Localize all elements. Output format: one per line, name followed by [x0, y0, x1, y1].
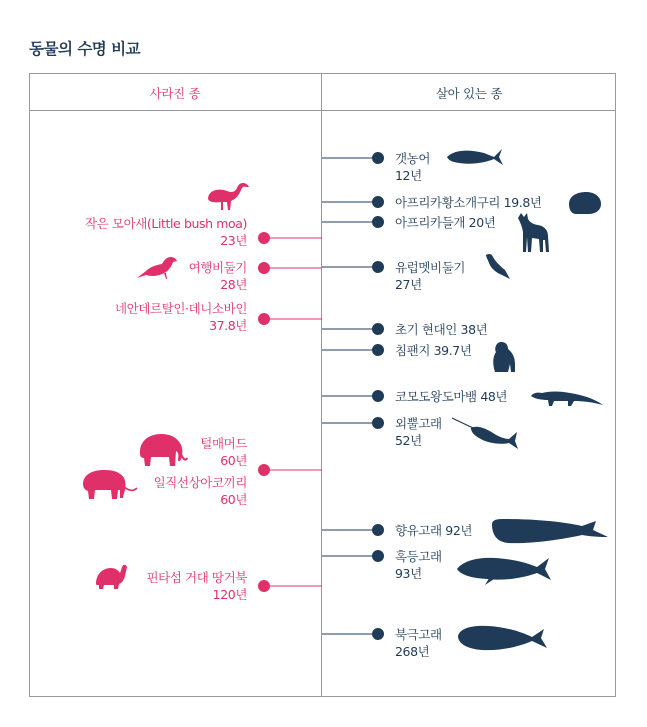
pigeon-icon [136, 254, 178, 280]
living-dot [373, 217, 384, 228]
species-name: 네안데르탈인·데니소바인 [115, 301, 247, 316]
humpback-whale-icon [455, 553, 552, 587]
species-name: 핀타섬 거대 땅거북 [146, 570, 247, 585]
extinct-column-header: 사라진 종 [149, 86, 201, 101]
living-dot [373, 391, 384, 402]
elephant-icon [80, 466, 138, 500]
species-lifespan: 60년 [220, 492, 247, 507]
living-dot [373, 551, 384, 562]
species-lifespan: 39.7년 [433, 343, 472, 358]
extinct-dot [259, 263, 270, 274]
species-lifespan: 19.8년 [503, 195, 542, 210]
species-name: 털매머드 [200, 436, 247, 451]
living-dot [373, 197, 384, 208]
species-lifespan: 38년 [460, 322, 488, 337]
species-name: 여행비둘기 [188, 260, 247, 275]
living-item-milkfish [395, 150, 430, 184]
moa-bird-icon [205, 182, 251, 212]
living-item-humpback [395, 548, 442, 582]
species-lifespan: 28년 [220, 277, 247, 292]
living-dot [373, 629, 384, 640]
living-item-narwhal [395, 415, 442, 449]
species-name: 작은 모아새(Little bush moa) [84, 216, 247, 231]
species-name: 혹등고래 [395, 549, 442, 564]
species-name: 유럽멧비둘기 [395, 260, 466, 275]
species-lifespan: 120년 [212, 587, 247, 602]
extinct-dot [259, 314, 270, 325]
living-item-bowhead [395, 626, 442, 660]
extinct-item-pigeon [189, 259, 247, 293]
bowhead-whale-icon [456, 624, 548, 652]
page-title: 동물의 수명 비교 [29, 40, 141, 58]
sperm-whale-icon [490, 518, 610, 546]
living-item-sperm-whale [395, 522, 472, 539]
living-item-early-human [395, 321, 487, 338]
species-lifespan: 23년 [220, 233, 247, 248]
species-lifespan: 12년 [395, 168, 422, 183]
living-dot [373, 324, 384, 335]
species-name: 갯농어 [395, 151, 431, 166]
living-item-bullfrog [395, 194, 542, 211]
extinct-dot [259, 465, 270, 476]
living-dot [373, 418, 384, 429]
narwhal-icon [451, 416, 519, 450]
mammoth-icon [136, 432, 188, 468]
species-name: 코모도왕도마뱀 [395, 389, 477, 404]
species-name: 일직선상아코끼리 [153, 475, 247, 490]
living-item-chimpanzee [395, 342, 472, 359]
living-item-wild-dog [395, 214, 495, 231]
living-item-dove [395, 259, 465, 293]
extinct-item-mammoth [200, 435, 247, 469]
species-name: 침팬지 [395, 343, 431, 358]
species-name: 아프리카황소개구리 [395, 195, 501, 210]
living-column-header: 살아 있는 종 [435, 86, 503, 101]
extinct-dot [259, 581, 270, 592]
species-lifespan: 20년 [468, 215, 496, 230]
living-dot [373, 153, 384, 164]
species-lifespan: 60년 [220, 453, 247, 468]
species-name: 외뿔고래 [395, 416, 442, 431]
komodo-dragon-icon [530, 388, 604, 408]
species-lifespan: 37.8년 [209, 318, 247, 333]
tortoise-icon [94, 562, 128, 590]
milkfish-icon [446, 146, 504, 168]
species-name: 향유고래 [395, 523, 442, 538]
dove-icon [483, 252, 511, 280]
wild-dog-icon [516, 212, 550, 254]
species-lifespan: 268년 [395, 644, 430, 659]
living-dot [373, 525, 384, 536]
species-lifespan: 52년 [395, 433, 422, 448]
species-lifespan: 92년 [445, 523, 473, 538]
species-name: 아프리카들개 [395, 215, 466, 230]
extinct-item-tortoise [146, 569, 247, 603]
species-name: 초기 현대인 [395, 322, 457, 337]
extinct-item-neanderthal [115, 300, 247, 334]
extinct-dot [259, 233, 270, 244]
chimpanzee-icon [487, 340, 517, 374]
species-lifespan: 48년 [480, 389, 508, 404]
extinct-item-elephant [154, 474, 247, 508]
species-lifespan: 93년 [395, 566, 422, 581]
living-dot [373, 262, 384, 273]
species-lifespan: 27년 [395, 277, 422, 292]
extinct-item-moa [85, 215, 247, 249]
bullfrog-icon [567, 190, 603, 215]
living-item-komodo [395, 388, 507, 405]
living-dot [373, 345, 384, 356]
species-name: 북극고래 [395, 627, 442, 642]
